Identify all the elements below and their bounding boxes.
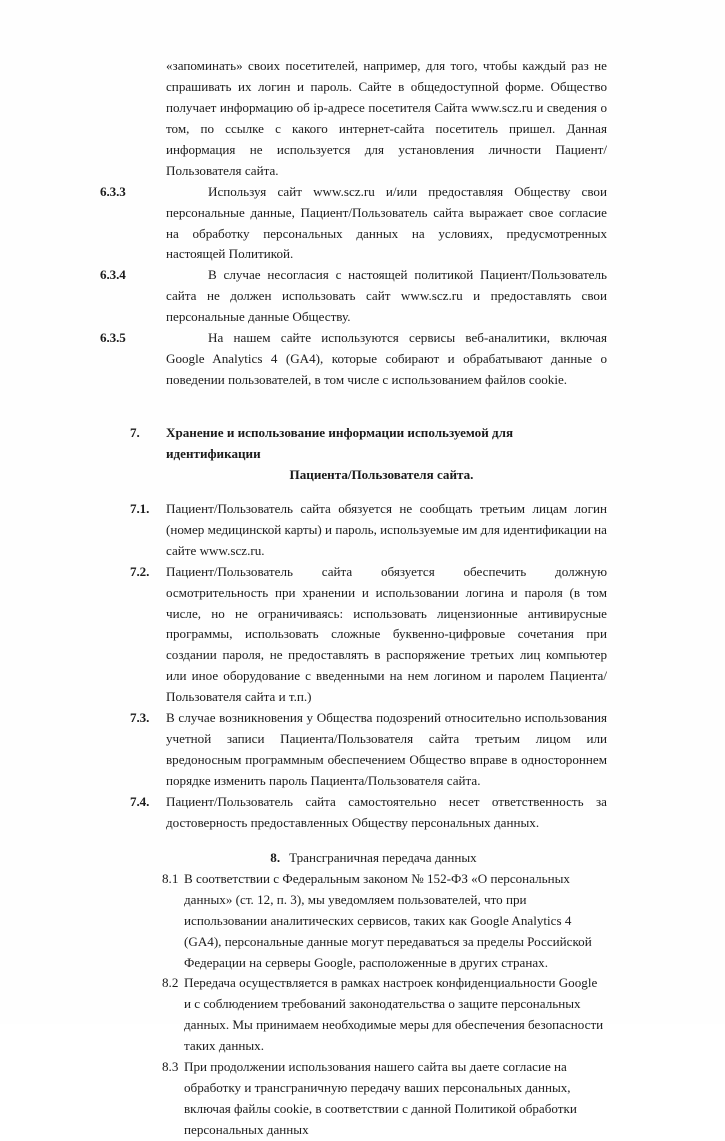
clause-6-3-4 (100, 265, 607, 328)
clause-number: 6.3.3 (100, 183, 126, 199)
clause-8-3 (100, 1057, 607, 1141)
clause-number: 7.2. (130, 563, 150, 579)
clause-7-4 (100, 792, 607, 834)
clause-number: 6.3.5 (100, 330, 126, 346)
document-body (100, 56, 607, 1141)
clause-number: 7.4. (130, 793, 150, 809)
clause-8-2 (100, 973, 607, 1057)
section-heading-label: Трансграничная передача данных (289, 849, 477, 865)
section-7-heading (100, 423, 607, 486)
clause-text: Пациент/Пользователь сайта самостоятельно несет ответственность за достоверность предоставленных Обществу персональных данных. (166, 793, 607, 830)
clause-number: 8.1 (162, 870, 179, 886)
clause-text: В случае возникновения у Общества подозрений относительно использования учетной записи Пациента/Пользователя сайта третьим лицом или вредоносным программным обеспечением Общество вправе в одностороннем порядке изменить пароль Пациента/Пользователя сайта. (166, 710, 607, 788)
clause-text: Пациент/Пользователь сайта обязуется не сообщать третьим лицам логин (номер медицинской карты) и пароль, используемые им для идентификации на сайте www.scz.ru. (166, 500, 607, 558)
clause-7-3 (100, 708, 607, 792)
spacer (100, 391, 607, 408)
clause-number: 7.1. (130, 500, 150, 516)
clause-text: В соответствии с Федеральным законом № 152-ФЗ «О персональных данных» (ст. 12, п. 3), мы уведомляем пользователей, что при использовании аналитических сервисов, таких как Google Analytics 4 (GA4), персональные данные могут передаваться за пределы Российской Федерации на серверы Google, расположенные в других странах. (184, 870, 592, 970)
clause-number: 8.3 (162, 1059, 179, 1075)
clause-6-3-3 (100, 182, 607, 266)
section-number: 8. (270, 849, 281, 865)
clause-number: 8.2 (162, 975, 179, 991)
clause-text: На нашем сайте используются сервисы веб-аналитики, включая Google Analytics 4 (GA4), которые собирают и обрабатывают данные о поведении пользователей, в том числе с использованием файлов cookie. (166, 330, 607, 388)
clause-text: Используя сайт www.scz.ru и/или предоставляя Обществу свои персональные данные, Пациент/Пользователь сайта выражает свое согласие на обработку персональных данных на условиях, предусмотренных настоящей Политикой. (166, 183, 607, 262)
clause-7-1 (100, 499, 607, 562)
clause-number: 7.3. (130, 710, 150, 726)
section-heading-line-2: Пациента/Пользователя сайта. (289, 466, 474, 482)
intro-paragraph: «запоминать» своих посетителей, например, для того, чтобы каждый раз не спрашивать их логин и пароль. Сайте в общедоступной форме. Общество получает информацию об ip-адресе посетителя Сайта www.scz.ru и сведения о том, по ссылке с какого интернет-сайта посетитель пришел. Данная информация не используется для установления личности Пациент/Пользователя сайта. (166, 58, 607, 178)
section-heading-line-1: Хранение и использование информации используемой для идентификации (166, 425, 514, 461)
clause-text: В случае несогласия с настоящей политикой Пациент/Пользователь сайта не должен использовать сайт www.scz.ru и предоставлять свои персональные данные Обществу. (166, 267, 607, 325)
spacer (100, 486, 607, 499)
clause-text: Пациент/Пользователь сайта обязуется обеспечить должную осмотрительность при хранении и использовании логина и пароля (в том числе, но не ограничиваясь: использовать лицензионные антивирусные программы, использовать сложные буквенно-цифровые сочетания при создании пароля, не предоставлять в распоряжение третьих лиц компьютер или иное оборудование с введенными на нем логином и паролем Пациента/Пользователя сайта и т.п.) (166, 563, 607, 705)
section-number: 7. (130, 425, 140, 440)
clause-8-1 (100, 869, 607, 974)
clause-text: Передача осуществляется в рамках настроек конфиденциальности Google и с соблюдением требований законодательства о защите персональных данных. Мы принимаем необходимые меры для обеспечения безопасности таких данных. (184, 975, 604, 1054)
clause-text: При продолжении использования нашего сайта вы даете согласие на обработку и трансграничную передачу ваших персональных данных, включая файлы cookie, в соответствии с данной Политикой обработки персональных данных (184, 1059, 577, 1137)
clause-7-2 (100, 562, 607, 709)
section-8-heading (100, 848, 607, 869)
clause-6-3-5 (100, 328, 607, 391)
clause-number: 6.3.4 (100, 267, 126, 283)
